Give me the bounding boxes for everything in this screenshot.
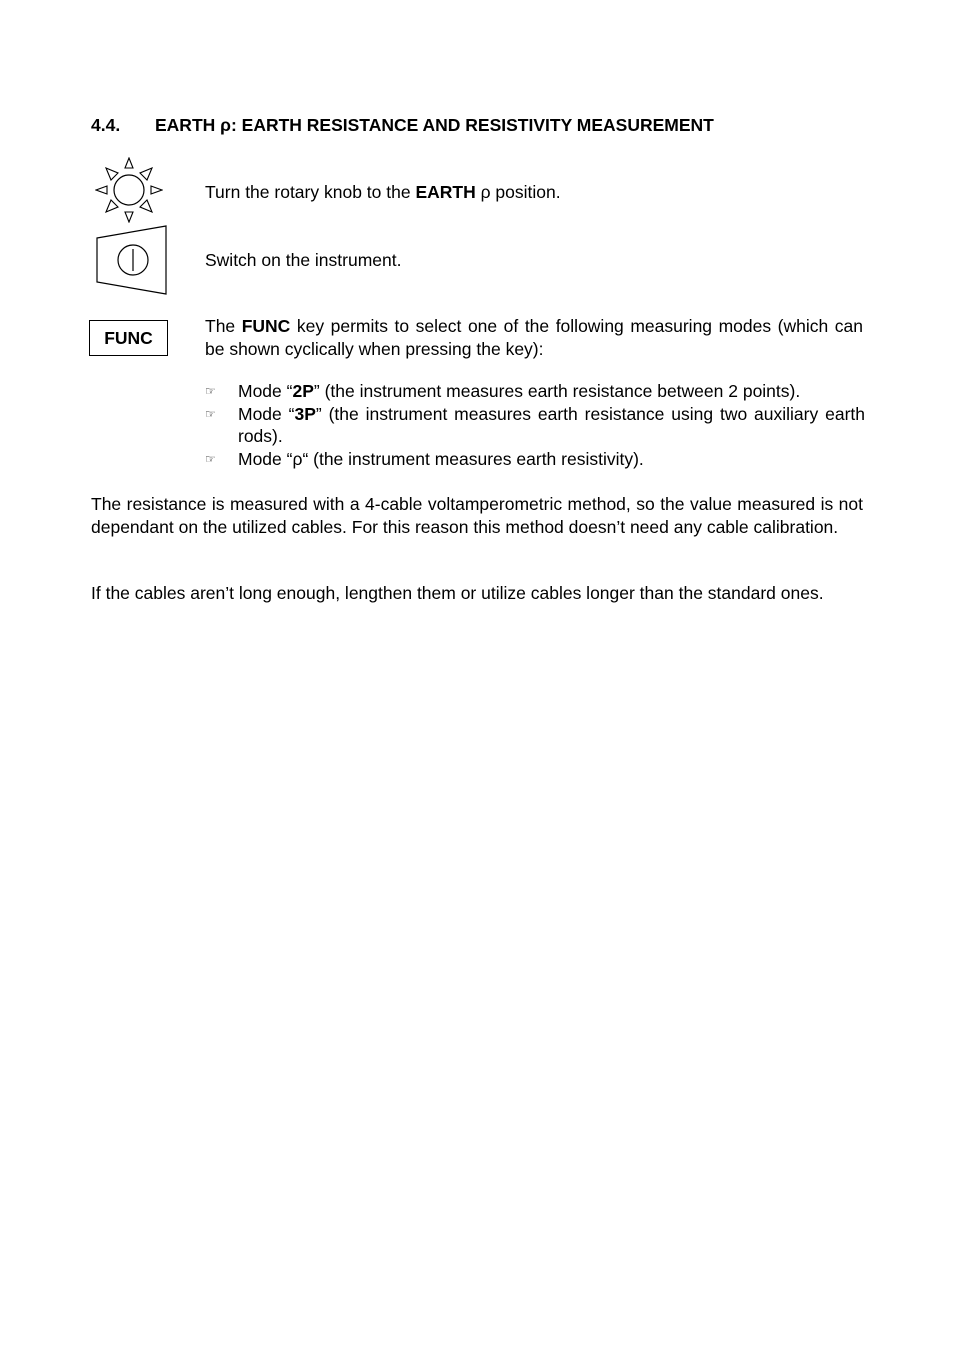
mode-name: ρ: [292, 448, 303, 469]
mode-text: Mode “: [238, 448, 293, 469]
list-item: [205, 403, 865, 448]
pointing-hand-icon: ☞: [205, 406, 216, 421]
section-title: EARTH ρ: EARTH RESISTANCE AND RESISTIVITY MEASUREMENT: [155, 115, 714, 135]
step-text: Turn the rotary knob to the: [205, 182, 416, 202]
func-label: FUNC: [241, 316, 291, 336]
mode-text: Mode “: [238, 381, 293, 401]
power-switch-icon: [95, 224, 169, 296]
mode-text: “ (the instrument measures earth resistivity).: [302, 448, 644, 469]
func-text: key permits to select one of the following measuring modes (which can be shown cyclically when pressing the key):: [205, 316, 863, 359]
body-paragraph: If the cables aren’t long enough, lengthen them or utilize cables longer than the standard ones.: [91, 583, 824, 603]
rotary-knob-icon: [95, 157, 163, 223]
section-heading: [91, 115, 714, 136]
list-item: [205, 448, 865, 471]
body-paragraph: The resistance is measured with a 4-cable voltamperometric method, so the value measured is not dependant on the utilized cables. For this reason this method doesn’t need any cable calibration.: [91, 494, 863, 537]
mode-text: ” (the instrument measures earth resistance using two auxiliary earth rods).: [238, 403, 865, 446]
step-switch-on: Switch on the instrument.: [205, 250, 402, 270]
mode-name: 2P: [292, 381, 314, 401]
pointing-hand-icon: ☞: [205, 451, 216, 466]
section-number: 4.4.: [91, 115, 121, 135]
func-description: [205, 315, 863, 360]
func-text: The: [205, 316, 242, 336]
func-key: FUNC: [89, 320, 168, 356]
list-item: [205, 380, 865, 403]
pointing-hand-icon: ☞: [205, 384, 216, 398]
mode-list: [205, 380, 865, 470]
step-text: position.: [490, 182, 561, 202]
mode-text: Mode “: [238, 403, 295, 424]
mode-name: 3P: [294, 403, 316, 424]
step-rotary-knob: [205, 182, 561, 203]
mode-text: ” (the instrument measures earth resistance between 2 points).: [313, 381, 801, 401]
earth-position-label: EARTH: [415, 182, 481, 202]
rho-symbol: ρ: [480, 182, 491, 202]
